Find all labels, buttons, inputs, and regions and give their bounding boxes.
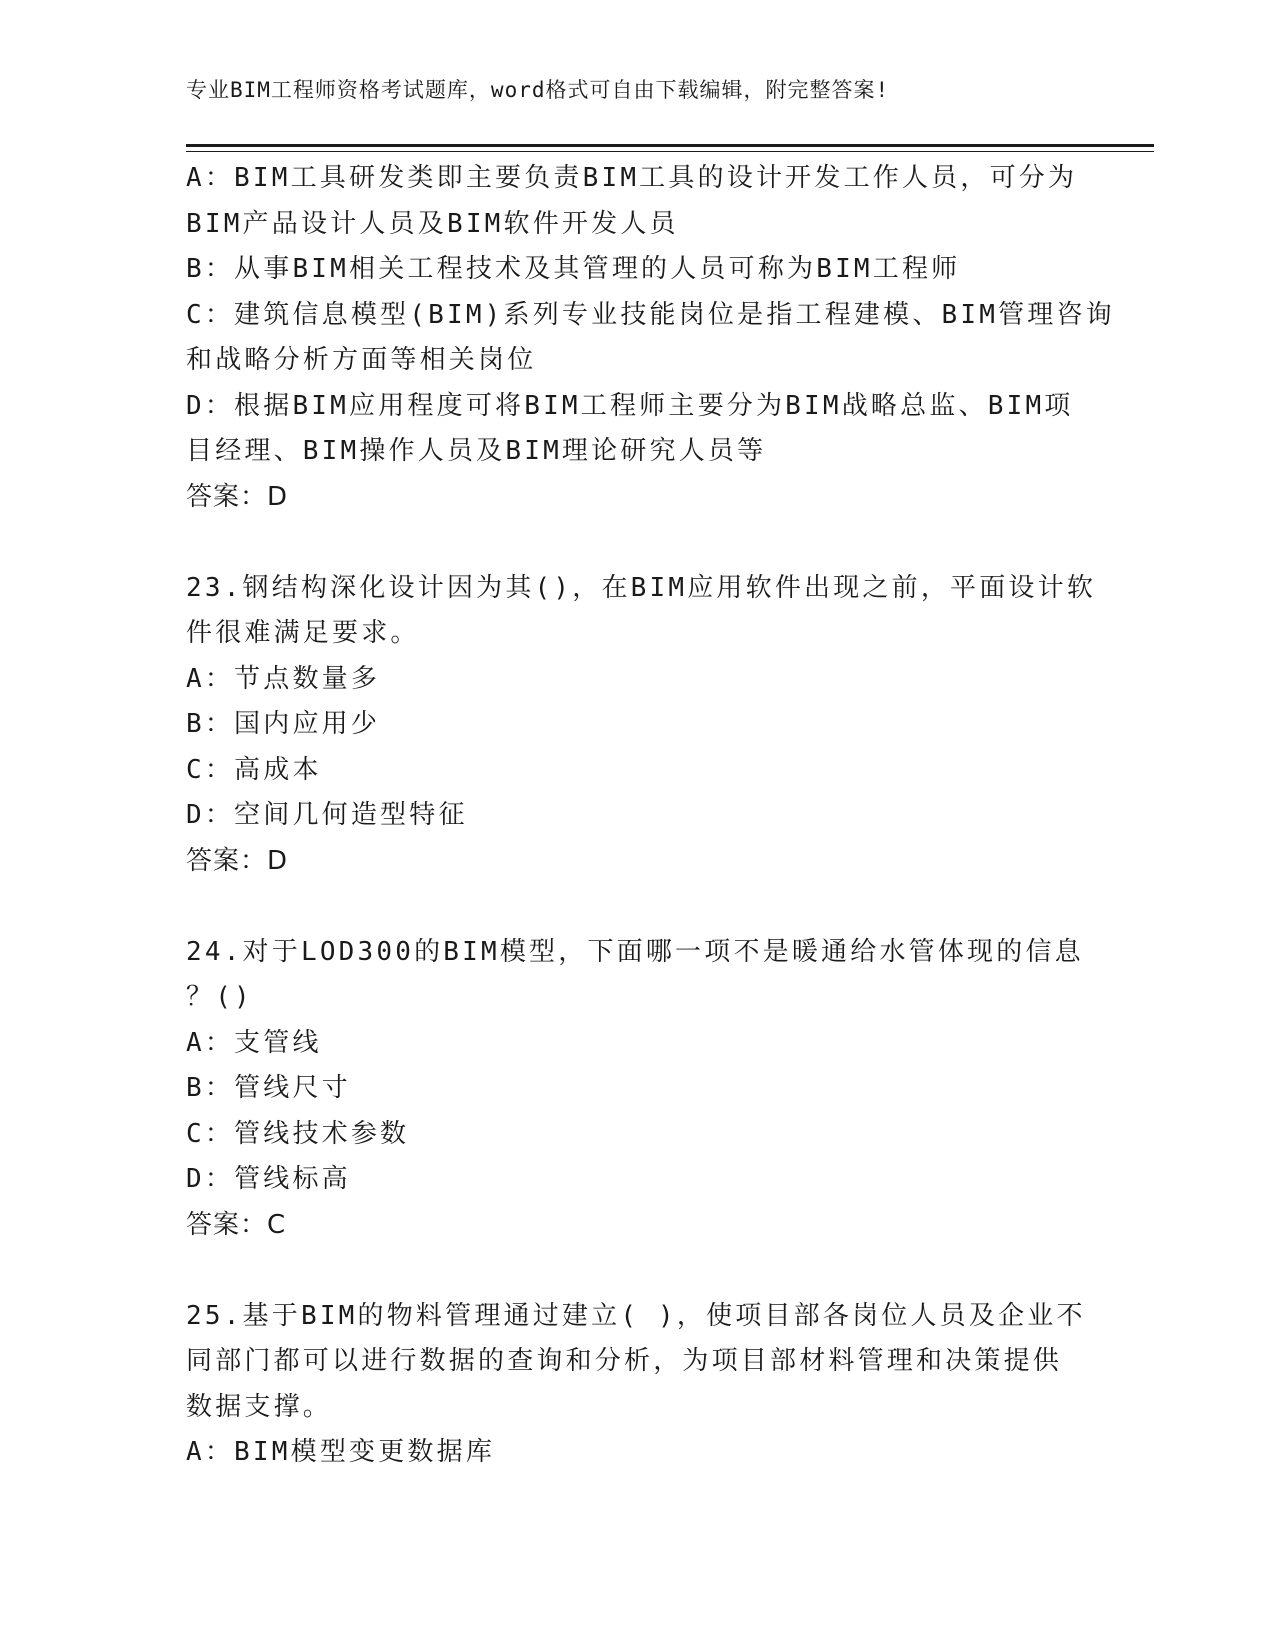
option-a-line-1: A：BIM工具研发类即主要负责BIM工具的设计开发工作人员，可分为	[186, 163, 1078, 193]
question-stem-line-1: 25.基于BIM的物料管理通过建立( )，使项目部各岗位人员及企业不	[186, 1300, 1086, 1331]
question-stem-line-2: 同部门都可以进行数据的查询和分析，为项目部材料管理和决策提供	[186, 1346, 1063, 1376]
question-stem-line-1: 23.钢结构深化设计因为其()，在BIM应用软件出现之前，平面设计软	[186, 572, 1097, 603]
option-d-line-1: D：根据BIM应用程度可将BIM工程师主要分为BIM战略总监、BIM项	[186, 390, 1074, 421]
option-b: B：国内应用少	[186, 709, 381, 739]
option-b: B：管线尺寸	[186, 1073, 351, 1103]
page-header: 专业BIM工程师资格考试题库，word格式可自由下载编辑，附完整答案!	[186, 78, 890, 102]
option-c-line-1: C：建筑信息模型(BIM)系列专业技能岗位是指工程建模、BIM管理咨询	[186, 299, 1115, 330]
option-a: A：支管线	[186, 1027, 322, 1058]
answer-label: 答案：D	[186, 845, 289, 876]
option-c: C：管线技术参数	[186, 1118, 410, 1149]
question-content	[186, 156, 1115, 1476]
option-a-line-2: BIM产品设计人员及BIM软件开发人员	[186, 208, 679, 239]
header-divider	[186, 144, 1154, 152]
question-stem-line-2: 件很难满足要求。	[186, 618, 420, 648]
answer-label: 答案：D	[186, 481, 289, 512]
question-24	[186, 930, 1086, 1249]
answer-label: 答案：C	[186, 1209, 287, 1240]
question-22	[186, 156, 1115, 520]
spacer	[186, 520, 1086, 566]
question-stem-line-3: 数据支撑。	[186, 1391, 333, 1422]
question-stem-line-2: ？()	[186, 982, 253, 1012]
spacer	[186, 1248, 1086, 1294]
question-25	[186, 1294, 1086, 1476]
option-c: C：高成本	[186, 754, 322, 785]
option-a: A：BIM模型变更数据库	[186, 1437, 496, 1467]
option-d-line-2: 目经理、BIM操作人员及BIM理论研究人员等	[186, 436, 767, 466]
option-d: D：管线标高	[186, 1164, 351, 1194]
question-stem-line-1: 24.对于LOD300的BIM模型，下面哪一项不是暖通给水管体现的信息	[186, 936, 1084, 967]
spacer	[186, 884, 1086, 930]
question-23	[186, 566, 1097, 885]
option-a: A：节点数量多	[186, 663, 381, 694]
option-b: B：从事BIM相关工程技术及其管理的人员可称为BIM工程师	[186, 254, 961, 284]
option-d: D：空间几何造型特征	[186, 800, 468, 830]
option-c-line-2: 和战略分析方面等相关岗位	[186, 345, 537, 375]
